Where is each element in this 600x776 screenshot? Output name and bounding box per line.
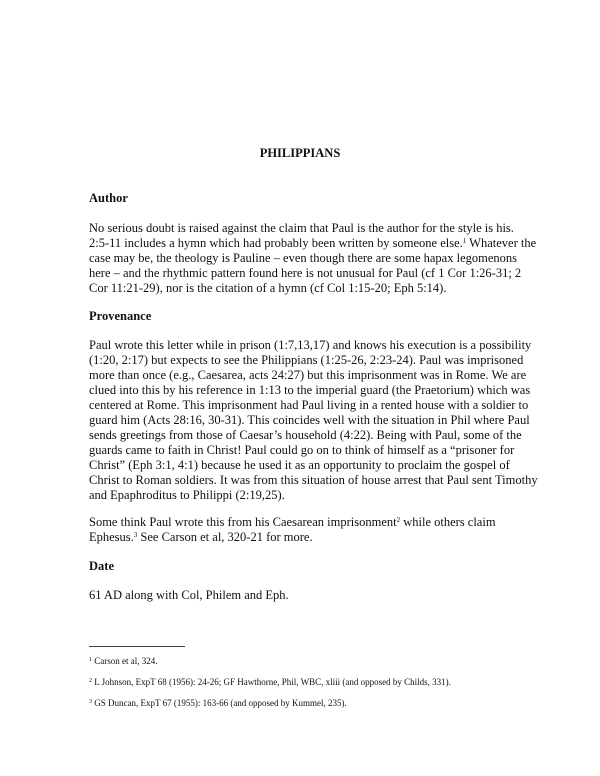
author-line: Cor 11:21-29), nor is the citation of a hymn (cf Col 1:15-20; Eph 5:14). (89, 281, 447, 295)
provenance-line: sends greetings from those of Caesar’s household (4:22). Being with Paul, some of the (89, 428, 522, 442)
footnote-divider (89, 646, 185, 647)
provenance-line: Christ to Roman soldiers. It was from this situation of house arrest that Paul sent Timothy (89, 473, 538, 487)
author-line (89, 236, 537, 251)
provenance-paragraph (89, 338, 538, 503)
provenance-line: Paul wrote this letter while in prison (1:7,13,17) and knows his execution is a possibility (89, 338, 532, 352)
provenance-extra-text: Some think Paul wrote this from his Caesarean imprisonment (89, 515, 397, 529)
page-title: PHILIPPIANS (259, 146, 341, 160)
date-paragraph (89, 588, 519, 603)
footnote-text: Carson et al, 324. (94, 656, 158, 666)
section-heading-provenance: Provenance (89, 309, 152, 323)
footnote-ref-1[interactable]: 1 (462, 237, 467, 245)
provenance-extra-line (89, 515, 519, 530)
footnote-1 (89, 656, 158, 666)
provenance-line: more than once (e.g., Caesarea, acts 24:27) but this imprisonment was in Rome. We are (89, 368, 527, 382)
footnote-mark: 2 (89, 678, 92, 684)
provenance-line: and Epaphroditus to Philippi (2:19,25). (89, 488, 285, 502)
provenance-line: guard him (Acts 28:16, 30-31). This coincides well with the situation in Phil where Paul (89, 413, 530, 427)
provenance-line: guards came to faith in Christ! Paul could go on to think of himself as a “prisoner for (89, 443, 515, 457)
author-line: No serious doubt is raised against the claim that Paul is the author for the style is his. (89, 221, 514, 235)
footnote-mark: 1 (89, 657, 92, 663)
date-line: 61 AD along with Col, Philem and Eph. (89, 588, 289, 602)
author-line-text: 2:5-11 includes a hymn which had probably been written by someone else. (89, 236, 463, 250)
provenance-line: centered at Rome. This imprisonment had Paul living in a rented house with a soldier to (89, 398, 529, 412)
author-line: case may be, the theology is Pauline – even though there are some hapax legomenons (89, 251, 517, 265)
footnote-text: GS Duncan, ExpT 67 (1955): 163-66 (and opposed by Kummel, 235). (94, 698, 347, 708)
author-line: here – and the rhythmic pattern found here is not unusual for Paul (cf 1 Cor 1:26-31; 2 (89, 266, 522, 280)
author-paragraph (89, 221, 537, 296)
provenance-extra-paragraph (89, 515, 519, 545)
footnote-2 (89, 677, 451, 687)
provenance-line: Christ” (Eph 3:1, 4:1) because he used it as an opportunity to proclaim the gospel of (89, 458, 510, 472)
provenance-line: clued into this by his reference in 1:13 to the imperial guard (the Praetorium) which was (89, 383, 531, 397)
footnote-text: L Johnson, ExpT 68 (1956): 24-26; GF Hawthorne, Phil, WBC, xliii (and opposed by Childs, 331). (94, 677, 451, 687)
provenance-extra-line (89, 530, 519, 545)
footnote-ref-3[interactable]: 3 (133, 531, 138, 539)
footnote-3 (89, 698, 347, 708)
provenance-line: (1:20, 2:17) but expects to see the Philippians (1:25-26, 2:23-24). Paul was imprisoned (89, 353, 524, 367)
section-heading-author: Author (89, 191, 128, 205)
author-line-text: Whatever the (466, 236, 537, 250)
provenance-extra-text: See Carson et al, 320-21 for more. (137, 530, 313, 544)
section-heading-date: Date (89, 559, 114, 573)
footnote-mark: 3 (89, 699, 92, 705)
footnote-ref-2[interactable]: 2 (396, 516, 401, 524)
provenance-extra-text: Ephesus. (89, 530, 134, 544)
provenance-extra-text: while others claim (400, 515, 496, 529)
